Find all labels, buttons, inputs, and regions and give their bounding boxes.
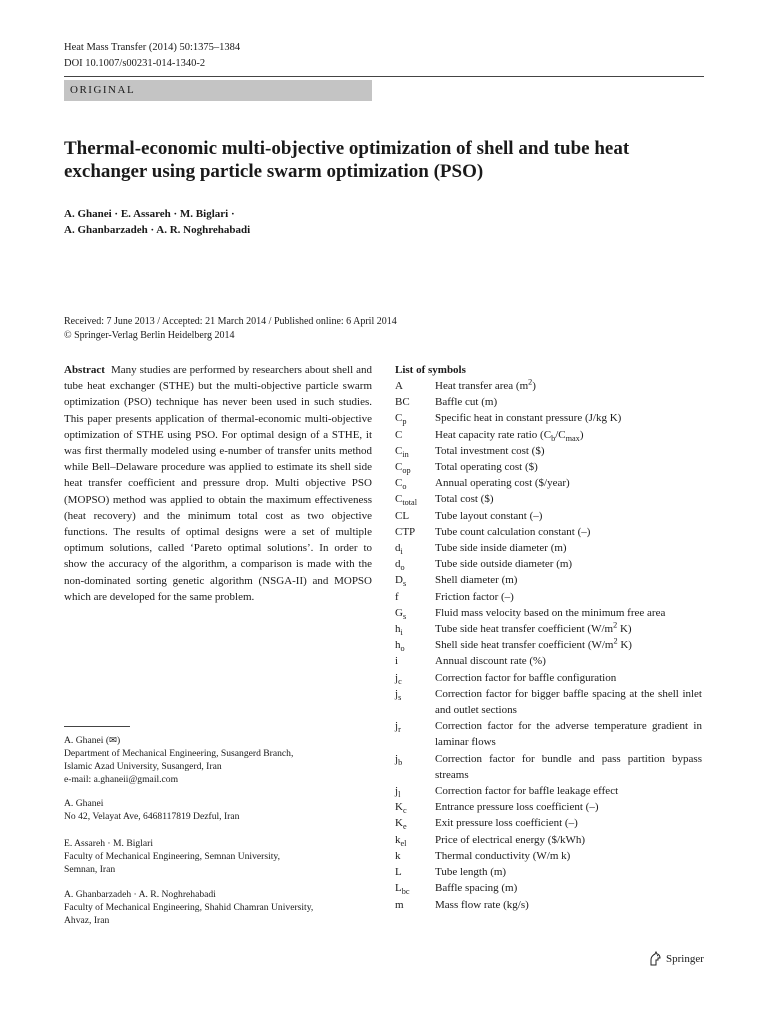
symbol-row [395, 394, 702, 410]
symbol-definition: Tube side heat transfer coefficient ($W/m^2$ K) [435, 620, 632, 636]
symbol-definition: Thermal conductivity (W/m k) [435, 849, 571, 862]
symbol-subscript: i [400, 628, 403, 638]
symbol: $h_i$ [395, 623, 403, 638]
symbol: $C_o$ [395, 477, 407, 492]
symbol-subscript: el [400, 838, 407, 848]
symbol-row [395, 751, 702, 783]
article-history [64, 315, 397, 343]
symbol-row [395, 410, 702, 426]
symbol-row [395, 540, 702, 556]
symbol: $C_{in}$ [395, 444, 409, 459]
symbol: C [395, 428, 403, 441]
symbol: i [395, 655, 399, 668]
footnote-rule [64, 726, 130, 727]
affiliation-name: A. Ghanbarzadeh · A. R. Noghrehabadi [64, 889, 216, 900]
symbol: $d_o$ [395, 558, 405, 573]
affiliation-line: Ahvaz, Iran [64, 915, 110, 926]
symbol: $C_p$ [395, 412, 407, 427]
header-rule [64, 76, 704, 77]
publication-dates: Received: 7 June 2013 / Accepted: 21 March 2014 / Published online: 6 April 2014 [64, 316, 397, 327]
symbol: $j_b$ [395, 752, 403, 767]
symbol-row [395, 686, 702, 718]
symbol: m [395, 898, 404, 911]
symbol: $j_c$ [395, 671, 402, 686]
symbol-row [395, 621, 702, 637]
doi: DOI 10.1007/s00231-014-1340-2 [64, 58, 206, 69]
symbol-subscript: o [402, 482, 407, 492]
affiliation-line: Department of Mechanical Engineering, Susangerd Branch, [64, 748, 294, 759]
symbol-definition: Tube layout constant (–) [435, 509, 543, 522]
author-line-2: A. Ghanbarzadeh · A. R. Noghrehabadi [64, 224, 251, 236]
symbol-definition: Exit pressure loss coefficient (–) [435, 817, 578, 830]
symbol-subscript: total [402, 498, 418, 508]
definition-superscript: 2 [528, 377, 533, 387]
symbol: $C_{op}$ [395, 461, 411, 476]
symbol-subscript: s [402, 612, 407, 622]
symbols-list [395, 378, 702, 913]
affiliation-name: A. Ghanei (✉) [64, 735, 121, 746]
symbol-subscript: e [402, 822, 407, 832]
symbol: CTP [395, 525, 416, 538]
symbol: L [395, 866, 402, 879]
symbol-row [395, 799, 702, 815]
symbol: f [395, 590, 399, 603]
symbol: $k_{el}$ [395, 833, 407, 848]
article-type-badge: ORIGINAL [64, 80, 372, 101]
symbol-row [395, 524, 702, 540]
symbol-row [395, 427, 702, 443]
symbol: $j_r$ [395, 720, 401, 735]
symbol-row [395, 848, 702, 864]
symbol-definition: Total investment cost ($) [435, 444, 545, 457]
symbol: $h_o$ [395, 639, 405, 654]
symbol-subscript: o [400, 644, 405, 654]
affiliation-line: Islamic Azad University, Susangerd, Iran [64, 761, 222, 772]
symbol-definition: Correction factor for bundle and pass partition bypass streams [435, 752, 702, 781]
affiliation-name: E. Assareh · M. Biglari [64, 838, 153, 849]
symbol: k [395, 849, 401, 862]
symbol-subscript: op [402, 466, 411, 476]
symbol-subscript: c [402, 806, 407, 816]
symbol-definition: Shell side heat transfer coefficient ($W/m^2$ K) [435, 636, 632, 652]
symbol-row [395, 459, 702, 475]
symbol-definition: Heat transfer area $(m^2)$ [435, 377, 536, 392]
symbol-definition: Correction factor for bigger baffle spacing at the shell inlet and outlet sections [435, 687, 702, 717]
symbol-definition: Tube side inside diameter (m) [435, 542, 567, 555]
paper-title: Thermal-economic multi-objective optimization of shell and tube heat exchanger using particle swarm optimization (PSO) [64, 138, 630, 182]
symbol-row [395, 443, 702, 459]
symbol-row [395, 815, 702, 831]
abstract-text: Many studies are performed by researchers about shell and tube heat exchanger (STHE) but the multi-objective particle swarm optimization (PSO) technique has never been used in such studies. This paper presents application of thermal-economic multi-objective optimization of STHE using PSO. For optimal design of a STHE, it was first thermally modeled using e-number of transfer units method while Bell–Delaware procedure was applied to estimate its shell side heat transfer coefficient and pressure drop. Multi objective PSO (MOPSO) method was applied to obtain the maximum effectiveness (heat recovery) and the minimum total cost as two objective functions. The results of optimal designs were a set of multiple optimum solutions, called ‘Pareto optimal solutions’. In order to show the accuracy of the algorithm, a comparison is made with the non-dominated sorting genetic algorithm (NSGA-II) and MOPSO which are developed for the same problem. [64, 364, 373, 603]
affiliation-line: e-mail: a.ghaneii@gmail.com [64, 774, 179, 785]
publisher-mark [648, 951, 704, 967]
symbol-row [395, 783, 702, 799]
symbol-subscript: b [398, 757, 403, 767]
symbol-row [395, 556, 702, 572]
springer-horse-icon [648, 951, 662, 967]
symbol: $j_l$ [395, 785, 401, 800]
symbol-row [395, 491, 702, 507]
symbol-definition: Total cost ($) [435, 493, 494, 506]
symbol-row [395, 508, 702, 524]
affiliation-line: Semnan, Iran [64, 864, 116, 875]
symbol: A [395, 380, 403, 392]
symbol-row [395, 897, 702, 913]
affiliation-block [64, 734, 293, 786]
copyright-line: © Springer-Verlag Berlin Heidelberg 2014 [64, 330, 235, 341]
symbol-row [395, 880, 702, 896]
affiliation-block [64, 797, 239, 823]
symbol-definition: Price of electrical energy ($/kWh) [435, 833, 586, 846]
symbol-row [395, 670, 702, 686]
symbol-definition: Mass flow rate (kg/s) [435, 898, 529, 911]
symbol-subscript: s [398, 693, 402, 703]
symbol-definition: Shell diameter (m) [435, 574, 518, 587]
symbol-definition: Tube side outside diameter (m) [435, 558, 573, 571]
affiliation-name: A. Ghanei [64, 798, 104, 809]
symbol-definition: Heat capacity rate ratio $(C_b/C_{max})$ [435, 428, 584, 443]
symbol: $D_s$ [395, 574, 407, 589]
symbol-row [395, 589, 702, 605]
symbol-definition: Specific heat in constant pressure (J/kg K) [435, 412, 622, 425]
symbol-row [395, 475, 702, 491]
symbol-row [395, 653, 702, 669]
affiliation-line: Faculty of Mechanical Engineering, Semnan University, [64, 851, 280, 862]
symbol-definition: Correction factor for baffle leakage effect [435, 785, 619, 798]
journal-citation: Heat Mass Transfer (2014) 50:1375–1384 [64, 42, 241, 53]
symbol: $K_c$ [395, 801, 407, 816]
symbols-heading: List of symbols [395, 364, 466, 376]
affiliation-block [64, 837, 280, 876]
symbol-definition: Fluid mass velocity based on the minimum free area [435, 606, 666, 619]
symbol: $d_i$ [395, 542, 403, 557]
symbol: $G_s$ [395, 606, 407, 622]
definition-subscript: b [551, 433, 556, 443]
symbol: $K_e$ [395, 817, 407, 832]
symbol-definition: Annual operating cost ($/year) [435, 477, 570, 490]
symbol-definition: Annual discount rate (%) [435, 655, 546, 668]
abstract-label: Abstract [64, 364, 105, 376]
symbol-subscript: c [398, 676, 402, 686]
publisher-name: Springer [666, 953, 704, 965]
symbol-row [395, 864, 702, 880]
symbol-row [395, 832, 702, 848]
symbol-subscript: i [400, 547, 403, 557]
definition-subscript: max [565, 433, 580, 443]
symbol: $C_{total}$ [395, 493, 418, 508]
symbol-definition: Baffle spacing (m) [435, 882, 518, 895]
symbol-subscript: s [402, 579, 407, 589]
symbol-row [395, 378, 702, 394]
symbol-subscript: bc [401, 887, 410, 897]
symbol-row [395, 605, 702, 621]
symbol-definition: Friction factor (–) [435, 590, 514, 603]
symbol: $j_s$ [395, 687, 402, 703]
affiliation-line: No 42, Velayat Ave, 6468117819 Dezful, Iran [64, 811, 240, 822]
symbol-definition: Correction factor for the adverse temperature gradient in laminar flows [435, 720, 702, 749]
abstract [64, 362, 372, 605]
definition-superscript: 2 [613, 636, 618, 646]
symbol: $L_{bc}$ [395, 882, 410, 897]
author-line-1: A. Ghanei · E. Assareh · M. Biglari · [64, 208, 235, 220]
affiliation-line: Faculty of Mechanical Engineering, Shahid Chamran University, [64, 902, 314, 913]
symbol-definition: Tube count calculation constant (–) [435, 525, 591, 538]
symbol-subscript: p [402, 417, 407, 427]
author-list [64, 206, 250, 238]
symbol-subscript: l [398, 790, 401, 800]
symbol-definition: Correction factor for baffle configuration [435, 671, 617, 684]
definition-superscript: 2 [613, 620, 618, 630]
symbol-subscript: r [398, 725, 401, 735]
symbol: BC [395, 396, 410, 409]
symbol-definition: Baffle cut (m) [435, 396, 498, 409]
symbol-row [395, 718, 702, 750]
symbol-subscript: in [402, 450, 409, 459]
symbol-definition: Entrance pressure loss coefficient (–) [435, 801, 599, 814]
symbol: CL [395, 509, 410, 522]
symbol-row [395, 572, 702, 588]
affiliation-block [64, 888, 313, 927]
symbol-row [395, 637, 702, 653]
symbol-definition: Tube length (m) [435, 866, 507, 879]
symbol-subscript: o [400, 563, 405, 573]
symbol-definition: Total operating cost ($) [435, 461, 538, 474]
